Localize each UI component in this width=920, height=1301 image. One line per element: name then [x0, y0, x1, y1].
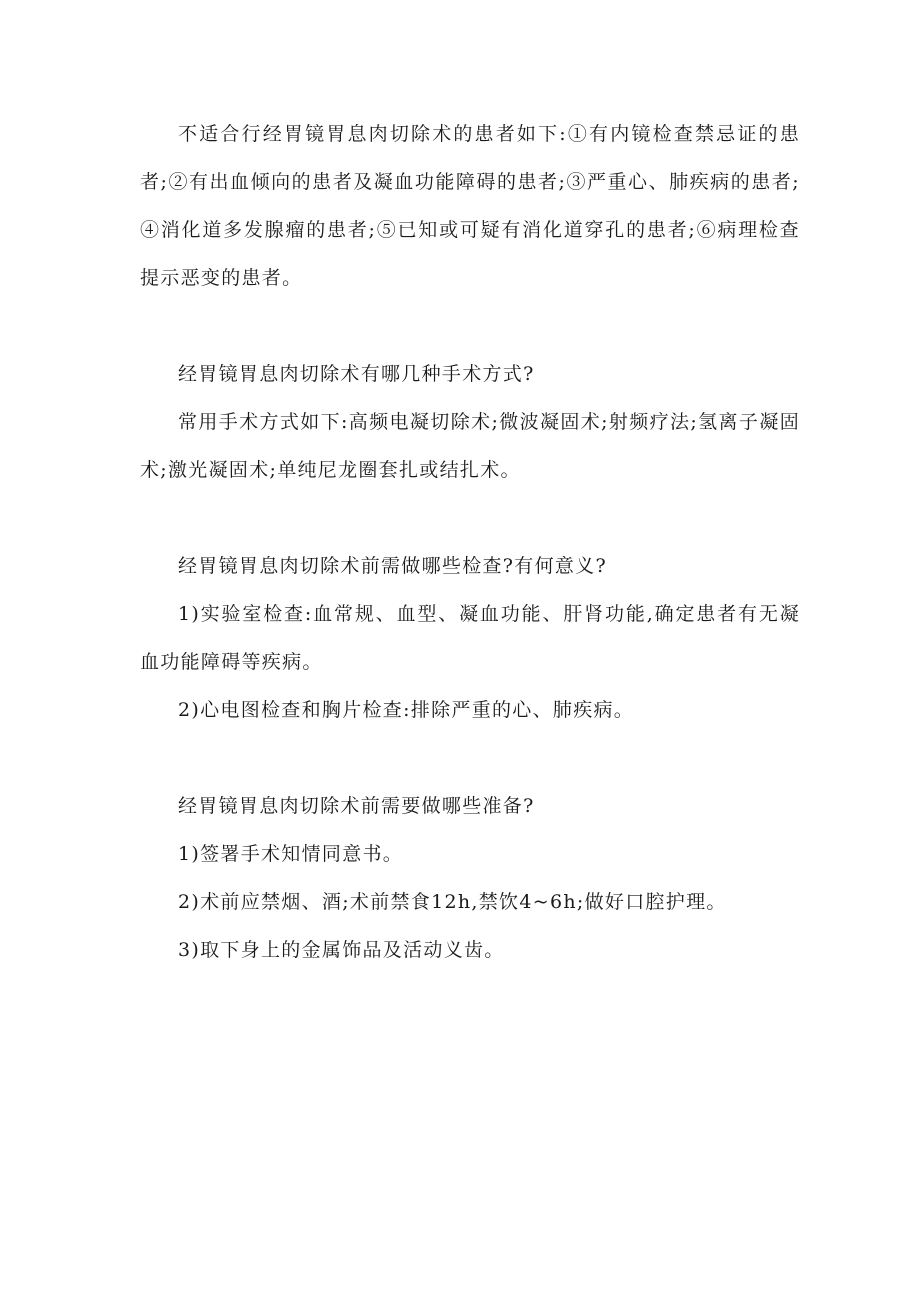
section-spacer	[140, 494, 800, 542]
methods-answer: 常用手术方式如下:高频电凝切除术;微波凝固术;射频疗法;氢离子凝固术;激光凝固术;单纯尼龙圈套扎或结扎术。	[140, 411, 800, 481]
preparation-item-3: 3)取下身上的金属饰品及活动义齿。	[178, 939, 505, 961]
preparation-question: 经胃镜胃息肉切除术前需要做哪些准备?	[178, 795, 535, 817]
document-body	[140, 110, 800, 974]
exams-question: 经胃镜胃息肉切除术前需做哪些检查?有何意义?	[178, 555, 607, 577]
exams-item-2: 2)心电图检查和胸片检查:排除严重的心、肺疾病。	[178, 699, 635, 721]
preparation-item-2: 2)术前应禁烟、酒;术前禁食12h,禁饮4~6h;做好口腔护理。	[178, 891, 727, 913]
preparation-item-1: 1)签署手术知情同意书。	[178, 843, 404, 865]
section-spacer	[140, 734, 800, 782]
section-spacer	[140, 302, 800, 350]
exams-item-1: 1)实验室检查:血常规、血型、凝血功能、肝肾功能,确定患者有无凝血功能障碍等疾病。	[140, 603, 800, 673]
contraindications-paragraph: 不适合行经胃镜胃息肉切除术的患者如下:①有内镜检查禁忌证的患者;②有出血倾向的患者及凝血功能障碍的患者;③严重心、肺疾病的患者;④消化道多发腺瘤的患者;⑤已知或可疑有消化道穿孔的患者;⑥病理检查提示恶变的患者。	[140, 123, 800, 289]
methods-question: 经胃镜胃息肉切除术有哪几种手术方式?	[178, 363, 535, 385]
